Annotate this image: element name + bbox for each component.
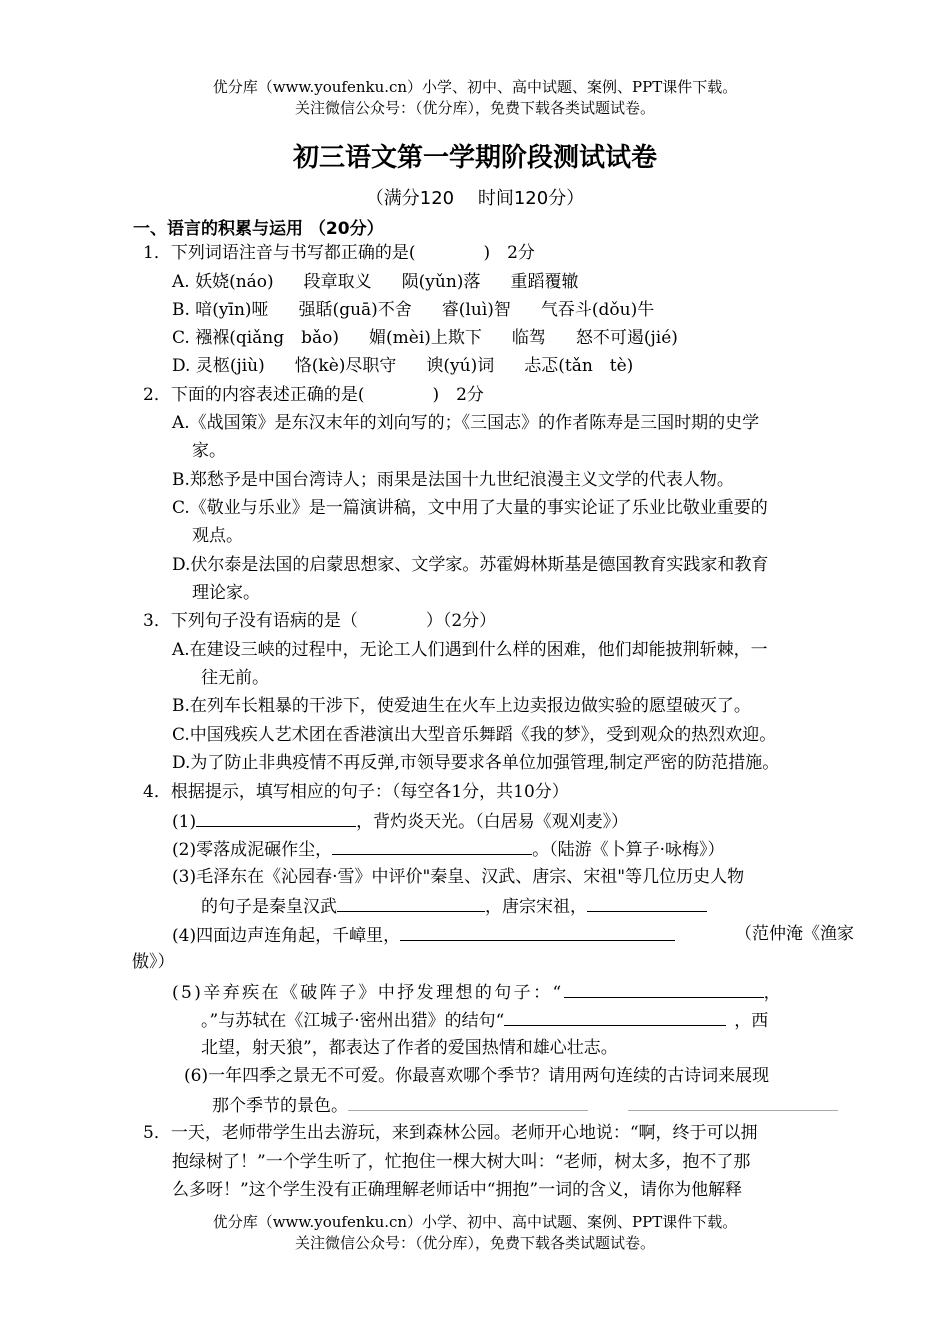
q1-stem: 1．下列词语注音与书写都正确的是( ) 2分 bbox=[143, 243, 535, 263]
answer-blank[interactable] bbox=[332, 836, 532, 855]
q1-option-d: D. 灵柩(jiù) 恪(kè)尽职守 谀(yú)词 忐忑(tǎn tè) bbox=[172, 356, 634, 376]
answer-blank[interactable] bbox=[196, 808, 356, 827]
q2-option-a: A.《战国策》是东汉末年的刘向写的；《三国志》的作者陈寿是三国时期的史学 bbox=[172, 413, 760, 433]
q2-option-c: C.《敬业与乐业》是一篇演讲稿，文中用了大量的事实论证了乐业比敬业重要的 bbox=[172, 498, 768, 518]
q1-option-c: C. 襁褓(qiǎng bǎo) 媚(mèi)上欺下 临驾 怒不可遏(jié) bbox=[172, 328, 678, 348]
footer-line-2: 关注微信公众号：（优分库），免费下载各类试题试卷。 bbox=[294, 1234, 655, 1252]
q2-option-d-cont: 理论家。 bbox=[192, 583, 260, 603]
q3-option-a-cont: 往无前。 bbox=[201, 668, 269, 688]
q2-stem: 2．下面的内容表述正确的是( ) 2分 bbox=[143, 385, 484, 405]
q1-option-a: A. 妖娆(náo) 段章取义 陨(yǔn)落 重蹈覆辙 bbox=[172, 272, 579, 292]
q4-item-5-cont: 。”与苏轼在《江城子·密州出猎》的结句“ ，西 bbox=[201, 1007, 768, 1033]
answer-blank[interactable] bbox=[564, 979, 764, 998]
q5-line-2: 抱绿树了！”一个学生听了，忙抱住一棵大树大叫：“老师，树太多，抱不了那 bbox=[172, 1152, 751, 1172]
q4-item-4-source: （范仲淹《渔家 bbox=[735, 924, 854, 944]
q4-item-2: (2)零落成泥碾作尘， 。（陆游《卜算子·咏梅》） bbox=[172, 836, 725, 862]
section-heading-1: 一、语言的积累与运用 （20分） bbox=[133, 219, 384, 239]
q4-item-5: (5)辛弃疾在《破阵子》中抒发理想的句子：“ ， bbox=[172, 979, 781, 1005]
answer-blank[interactable] bbox=[587, 893, 707, 912]
q4-item-4: (4)四面边声连角起，千嶂里， bbox=[172, 922, 675, 948]
header-line-2: 关注微信公众号：（优分库），免费下载各类试题试卷。 bbox=[294, 99, 655, 117]
q3-stem: 3．下列句子没有语病的是（ ）（2分） bbox=[143, 611, 497, 631]
answer-blank[interactable] bbox=[400, 922, 675, 941]
q4-item-3-cont: 的句子是秦皇汉武 ，唐宗宋祖， bbox=[201, 893, 707, 919]
q3-option-a: A.在建设三峡的过程中，无论工人们遇到什么样的困难，他们却能披荆斩棘，一 bbox=[172, 640, 768, 660]
page-title: 初三语文第一学期阶段测试试卷 bbox=[292, 143, 657, 173]
q2-option-b: B.郑愁予是中国台湾诗人；雨果是法国十九世纪浪漫主义文学的代表人物。 bbox=[172, 470, 734, 490]
q4-item-6-cont: 那个季节的景色。 bbox=[212, 1092, 838, 1118]
answer-blank[interactable] bbox=[504, 1007, 726, 1026]
q2-option-d: D.伏尔泰是法国的启蒙思想家、文学家。苏霍姆林斯基是德国教育实践家和教育 bbox=[172, 555, 769, 575]
q3-option-c: C.中国残疾人艺术团在香港演出大型音乐舞蹈《我的梦》，受到观众的热烈欢迎。 bbox=[172, 725, 777, 745]
q4-item-3: (3)毛泽东在《沁园春·雪》中评价"秦皇、汉武、唐宗、宋祖"等几位历史人物 bbox=[172, 867, 745, 887]
header-line-1: 优分库（www.youfenku.cn）小学、初中、高中试题、案例、PPT课件下载。 bbox=[212, 78, 738, 96]
q5-line-1: 5．一天，老师带学生出去游玩，来到森林公园。老师开心地说：“啊，终于可以拥 bbox=[143, 1123, 758, 1143]
page-subtitle: （满分120 时间120分） bbox=[365, 188, 585, 209]
q2-option-a-cont: 家。 bbox=[192, 441, 226, 461]
footer-line-1: 优分库（www.youfenku.cn）小学、初中、高中试题、案例、PPT课件下载。 bbox=[212, 1213, 738, 1231]
q2-option-c-cont: 观点。 bbox=[192, 526, 243, 546]
q3-option-d: D.为了防止非典疫情不再反弹,市领导要求各单位加强管理,制定严密的防范措施。 bbox=[172, 753, 780, 773]
q4-item-4-cont: 傲》） bbox=[132, 952, 175, 972]
answer-blank[interactable] bbox=[628, 1092, 838, 1111]
q3-option-b: B.在列车长粗暴的干涉下，使爱迪生在火车上边卖报边做实验的愿望破灭了。 bbox=[172, 696, 751, 716]
q5-line-3: 么多呀！”这个学生没有正确理解老师话中“拥抱”一词的含义，请你为他解释 bbox=[172, 1180, 743, 1200]
q4-item-1: (1) ，背灼炎天光。（白居易《观刈麦》） bbox=[172, 808, 628, 834]
q4-stem: 4．根据提示，填写相应的句子：（每空各1分，共10分） bbox=[143, 782, 569, 802]
answer-blank[interactable] bbox=[337, 893, 485, 912]
answer-blank[interactable] bbox=[348, 1092, 588, 1111]
q1-option-b: B. 喑(yīn)哑 强聒(guā)不舍 睿(luì)智 气吞斗(dǒu)牛 bbox=[172, 300, 655, 320]
q4-item-6: (6)一年四季之景无不可爱。你最喜欢哪个季节？请用两句连续的古诗词来展现 bbox=[184, 1066, 770, 1086]
q4-item-5-end: 北望，射天狼”，都表达了作者的爱国热情和雄心壮志。 bbox=[201, 1038, 618, 1058]
